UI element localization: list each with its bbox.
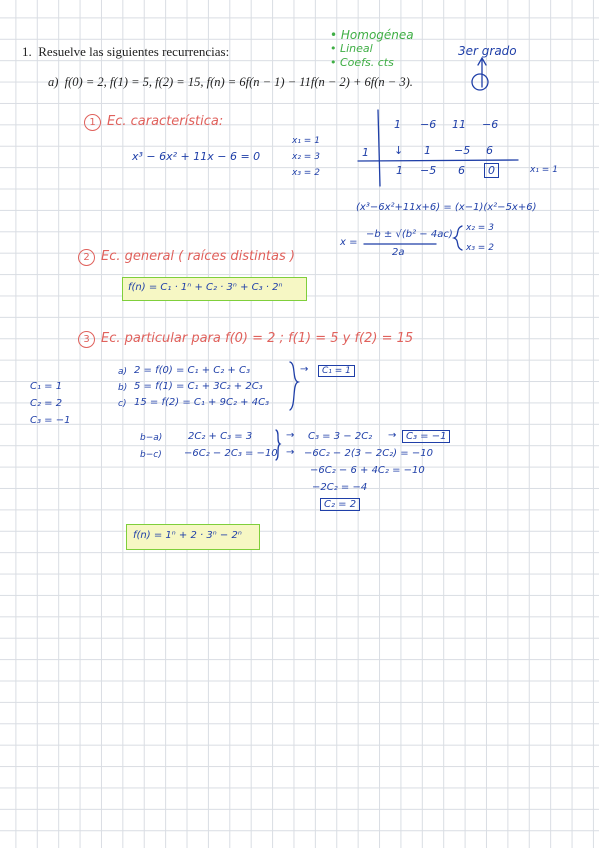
reduction-label-1: b−a) [140,433,163,443]
quadratic-lhs: x = [340,237,358,248]
ruffini-coef-2: −6 [420,118,437,131]
part-label: a) [48,75,59,89]
derivation-step-1: C₃ = 3 − 2C₂ [308,431,373,442]
reduction-eq-2: −6C₂ − 2C₃ = −10 [184,448,278,459]
recurrence-definition: f(0) = 2, f(1) = 5, f(2) = 15, f(n) = 6f(n − 1) − 11f(n − 2) + 6f(n − 3). [64,75,413,89]
ruffini-product-4: 6 [486,144,493,157]
ruffini-root-note: x₁ = 1 [530,165,558,175]
problem-text: Resuelve las siguientes recurrencias: [38,44,230,59]
quadratic-denominator: 2a [392,247,405,258]
arrow-derivation-1: → [286,430,295,441]
ruffini-coef-1: 1 [394,118,401,131]
circled-three-icon [472,74,488,90]
derivation-step-3: −6C₂ − 6 + 4C₂ = −10 [310,465,425,476]
root-x1: x₁ = 1 [292,136,320,146]
c3-result-box: C₃ = −1 [402,430,450,443]
ruffini-result-1: 1 [396,164,403,177]
arrow-derivation-2: → [286,447,295,458]
ruffini-product-1: ↓ [394,144,404,157]
root-x3: x₃ = 2 [292,168,320,178]
ruffini-root: 1 [362,146,369,159]
system-label-b: b) [118,383,128,393]
side-value-c3: C₃ = −1 [30,415,71,426]
reduction-brace-icon [276,430,280,460]
system-brace-icon [290,362,298,410]
step2-title-text: Ec. general ( raíces distintas ) [101,249,295,264]
side-value-c2: C₂ = 2 [30,398,63,409]
system-label-c: c) [118,399,127,409]
system-arrow-1: → [300,364,309,375]
step3-title-text: Ec. particular para f(0) = 2 ; f(1) = 5 y f(2) = 15 [101,331,414,346]
system-eq-b: 5 = f(1) = C₁ + 3C₂ + 2C₃ [134,381,263,392]
ruffini-product-2: 1 [424,144,431,157]
system-eq-a: 2 = f(0) = C₁ + C₂ + C₃ [134,365,250,376]
c1-result-box: C₁ = 1 [318,365,355,377]
curly-brace-icon [454,226,462,250]
ruffini-result-3: 6 [458,164,465,177]
ruffini-horizontal-line [358,160,518,161]
step2-number: 2 [78,249,95,266]
derivation-step-4: −2C₂ = −4 [312,482,368,493]
step1-title-text: Ec. característica: [107,114,224,129]
side-value-c1: C₁ = 1 [30,381,63,392]
step3-number: 3 [78,331,95,348]
property-coefs: • Coefs. cts [330,56,394,69]
ruffini-coef-3: 11 [452,118,466,131]
general-solution: f(n) = C₁ · 1ⁿ + C₂ · 3ⁿ + C₃ · 2ⁿ [128,282,283,293]
characteristic-equation: x³ − 6x² + 11x − 6 = 0 [132,150,261,163]
property-homogenea: • Homogénea [330,28,414,42]
property-lineal: • Lineal [330,42,373,55]
problem-number: 1. [22,44,32,59]
factorization: (x³−6x²+11x+6) = (x−1)(x²−5x+6) [356,202,537,213]
quadratic-numerator: −b ± √(b² − 4ac) [366,229,453,240]
ruffini-result-2: −5 [420,164,437,177]
reduction-eq-1: 2C₂ + C₃ = 3 [188,431,253,442]
root-x2: x₂ = 3 [292,152,320,162]
step1-number: 1 [84,114,101,131]
degree-note: 3er grado [458,44,517,58]
system-eq-c: 15 = f(2) = C₁ + 9C₂ + 4C₃ [134,397,270,408]
ruffini-remainder: 0 [484,163,499,178]
quadratic-root-x2: x₂ = 3 [466,223,494,233]
final-solution: f(n) = 1ⁿ + 2 · 3ⁿ − 2ⁿ [133,530,242,541]
c2-result-box: C₂ = 2 [320,498,360,511]
ruffini-product-3: −5 [454,144,471,157]
system-label-a: a) [118,367,128,377]
derivation-step-2: −6C₂ − 2(3 − 2C₂) = −10 [304,448,433,459]
arrow-c3: → [388,430,397,441]
ruffini-vertical-line [378,110,380,186]
reduction-label-2: b−c) [140,450,162,460]
quadratic-root-x3: x₃ = 2 [466,243,494,253]
ruffini-coef-4: −6 [482,118,499,131]
